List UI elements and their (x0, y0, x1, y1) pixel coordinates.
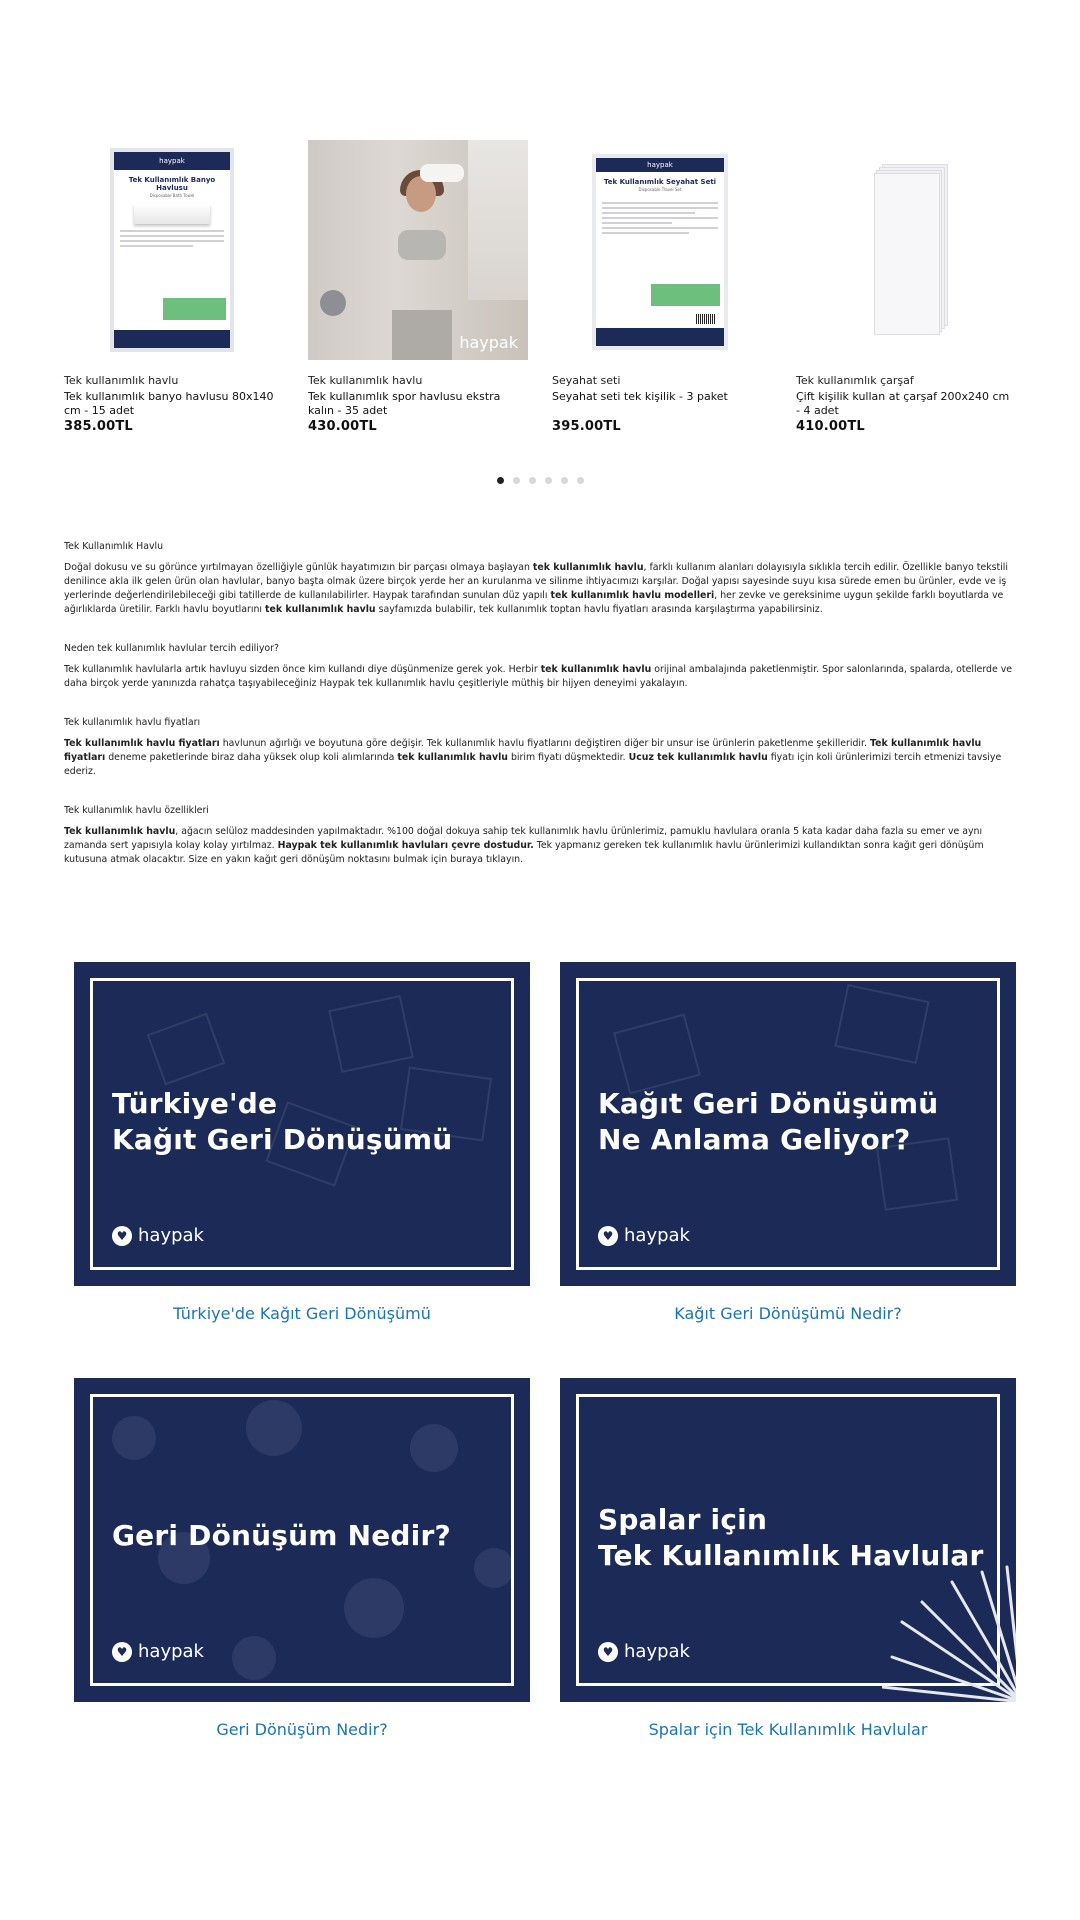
haypak-heart-icon: ♥ (112, 1226, 132, 1246)
blog-card[interactable] (74, 962, 530, 1323)
haypak-heart-icon: ♥ (598, 1226, 618, 1246)
banner-headline-line1: Türkiye'de (112, 1087, 278, 1120)
folded-sheets-image (874, 164, 946, 334)
package-title: Tek Kullanımlık Seyahat Seti (603, 178, 717, 186)
blog-card[interactable] (560, 1378, 1016, 1739)
carousel-dot-3[interactable] (529, 477, 536, 484)
seo-text-section (64, 540, 1016, 892)
carousel-dot-5[interactable] (561, 477, 568, 484)
product-price: 410.00TL (796, 419, 865, 434)
banner-headline-line2: Tek Kullanımlık Havlular (598, 1539, 984, 1572)
product-price: 395.00TL (552, 419, 621, 434)
product-price: 385.00TL (64, 419, 133, 434)
package-logo: haypak (159, 157, 185, 165)
product-image[interactable] (308, 140, 528, 360)
section-heading: Neden tek kullanımlık havlular tercih ediliyor? (64, 643, 279, 654)
product-card[interactable] (796, 140, 1016, 434)
product-category: Seyahat seti (552, 374, 621, 387)
product-title[interactable]: Seyahat seti tek kişilik - 3 paket (552, 390, 728, 403)
blog-banner[interactable] (74, 1378, 530, 1702)
banner-headline-line2: Kağıt Geri Dönüşümü (112, 1123, 453, 1156)
product-image[interactable] (552, 140, 772, 360)
woman-with-towel-photo (308, 140, 528, 360)
banner-headline-line1: Spalar için (598, 1503, 768, 1536)
carousel-dot-4[interactable] (545, 477, 552, 484)
blog-banner[interactable] (560, 1378, 1016, 1702)
package-subtitle: Disposable Bath Towel (149, 193, 195, 198)
product-carousel (64, 140, 1016, 434)
product-card[interactable] (308, 140, 528, 434)
blog-card[interactable] (74, 1378, 530, 1739)
package-logo: haypak (647, 161, 673, 169)
blog-link[interactable]: Kağıt Geri Dönüşümü Nedir? (674, 1304, 902, 1323)
haypak-logo: ♥ haypak (598, 1225, 690, 1246)
section-paragraph: Tek kullanımlık havlu, ağacın selüloz maddesinden yapılmaktadır. %100 doğal dokuya sahip tek kullanımlık havlu ürünlerimiz, pamuklu havlulara oranla 5 kata kadar daha fazla su emer ve aynı zamanda sert yapısıyla kolay kolay yırtılmaz. Haypak tek kullanımlık havluları çevre dostudur. Tek yapmanız gereken tek kullanımlık havlu ürünlerimizi kullandıktan sonra kağıt geri dönüşüm kutusuna atmak olacaktır. Size en yakın kağıt geri dönüşüm noktasını bulmak için buraya tıklayın. (64, 826, 984, 865)
blog-link[interactable]: Spalar için Tek Kullanımlık Havlular (648, 1720, 928, 1739)
blog-banner[interactable] (560, 962, 1016, 1286)
product-price: 430.00TL (308, 419, 377, 434)
carousel-dot-1[interactable] (497, 477, 504, 484)
package-subtitle: Disposable Travel Set (638, 187, 682, 192)
product-card[interactable] (64, 140, 284, 434)
haypak-heart-icon: ♥ (112, 1642, 132, 1662)
palm-leaf-icon (882, 1562, 1016, 1702)
blog-card[interactable] (560, 962, 1016, 1323)
haypak-logo: ♥ haypak (112, 1641, 204, 1662)
section-paragraph: Tek kullanımlık havlularla artık havluyu sizden önce kim kullandı diye düşünmenize gerek yok. Herbir tek kullanımlık havlu orijinal ambalajında paketlenmiştir. Spor salonlarında, spalarda, otellerde ve daha birçok yerde yanınızda rahatça taşıyabileceğiniz Haypak tek kullanımlık havlu çeşitleriyle müthiş bir hijyen deneyimi yakalayın. (64, 664, 1013, 689)
product-category: Tek kullanımlık havlu (308, 374, 423, 387)
product-category: Tek kullanımlık çarşaf (796, 374, 914, 387)
package-title: Tek Kullanımlık Banyo Havlusu (128, 176, 216, 192)
blog-link[interactable]: Geri Dönüşüm Nedir? (216, 1720, 388, 1739)
carousel-dot-6[interactable] (577, 477, 584, 484)
product-title[interactable]: Tek kullanımlık spor havlusu ekstra kalın - 35 adet (308, 390, 501, 417)
travel-set-package-image (592, 154, 728, 350)
section-heading: Tek kullanımlık havlu özellikleri (64, 805, 209, 816)
banner-headline-line1: Geri Dönüşüm Nedir? (112, 1519, 451, 1552)
product-title[interactable]: Tek kullanımlık banyo havlusu 80x140 cm - 15 adet (64, 390, 274, 417)
section-paragraph: Tek kullanımlık havlu fiyatları havlunun ağırlığı ve boyutuna göre değişir. Tek kullanımlık havlu fiyatlarını değiştiren diğer bir unsur ise ürünlerin paketlenme şekilleridir. Tek kullanımlık havlu fiyatları deneme paketlerinde biraz daha yüksek olup koli alımlarında tek kullanımlık havlu birim fiyatı düşmektedir. Ucuz tek kullanımlık havlu fiyatı için koli ürünlerimizi tercih etmenizi tavsiye ederiz. (64, 738, 1002, 777)
blog-banner[interactable] (74, 962, 530, 1286)
haypak-logo: haypak (459, 333, 518, 352)
product-image[interactable] (64, 140, 284, 360)
banner-headline-line1: Kağıt Geri Dönüşümü (598, 1087, 939, 1120)
section-heading: Tek Kullanımlık Havlu (64, 541, 164, 552)
product-image[interactable] (796, 140, 1016, 360)
haypak-logo: ♥ haypak (598, 1641, 690, 1662)
haypak-heart-icon: ♥ (598, 1642, 618, 1662)
carousel-pagination (0, 477, 1080, 484)
carousel-dot-2[interactable] (513, 477, 520, 484)
product-category: Tek kullanımlık havlu (64, 374, 179, 387)
bath-towel-package-image (110, 148, 234, 352)
blog-link[interactable]: Türkiye'de Kağıt Geri Dönüşümü (173, 1304, 431, 1323)
haypak-logo: ♥ haypak (112, 1225, 204, 1246)
banner-headline-line2: Ne Anlama Geliyor? (598, 1123, 911, 1156)
section-paragraph: Doğal dokusu ve su görünce yırtılmayan özelliğiyle günlük hayatımızın bir parçası olmaya başlayan tek kullanımlık havlu, farklı kullanım alanları dolayısıyla sıklıkla tercih edilir. Özellikle banyo tekstili denilince akla ilk gelen ürün olan havlular, banyo başta olmak üzere birçok yerde her an kurulanma ve silinme ihtiyacımızı karşılar. Doğal yapısı sayesinde suyu kısa sürede emen bu ürünler, evde ve iş yerlerinde değerlendirilebileceği gibi tatillerde de kullanılabilirler. Haypak tarafından sunulan düz yapılı tek kullanımlık havlu modelleri, her zevke ve gereksinime uygun şekilde farklı boyutlarda ve ağırlıklarda üretilir. Farklı havlu boyutlarını tek kullanımlık havlu sayfamızda bulabilir, tek kullanımlık toptan havlu fiyatları arasında karşılaştırma yapabilirsiniz. (64, 562, 1009, 615)
product-title[interactable]: Çift kişilik kullan at çarşaf 200x240 cm - 4 adet (796, 390, 1010, 417)
product-card[interactable] (552, 140, 772, 434)
section-heading: Tek kullanımlık havlu fiyatları (64, 717, 201, 728)
